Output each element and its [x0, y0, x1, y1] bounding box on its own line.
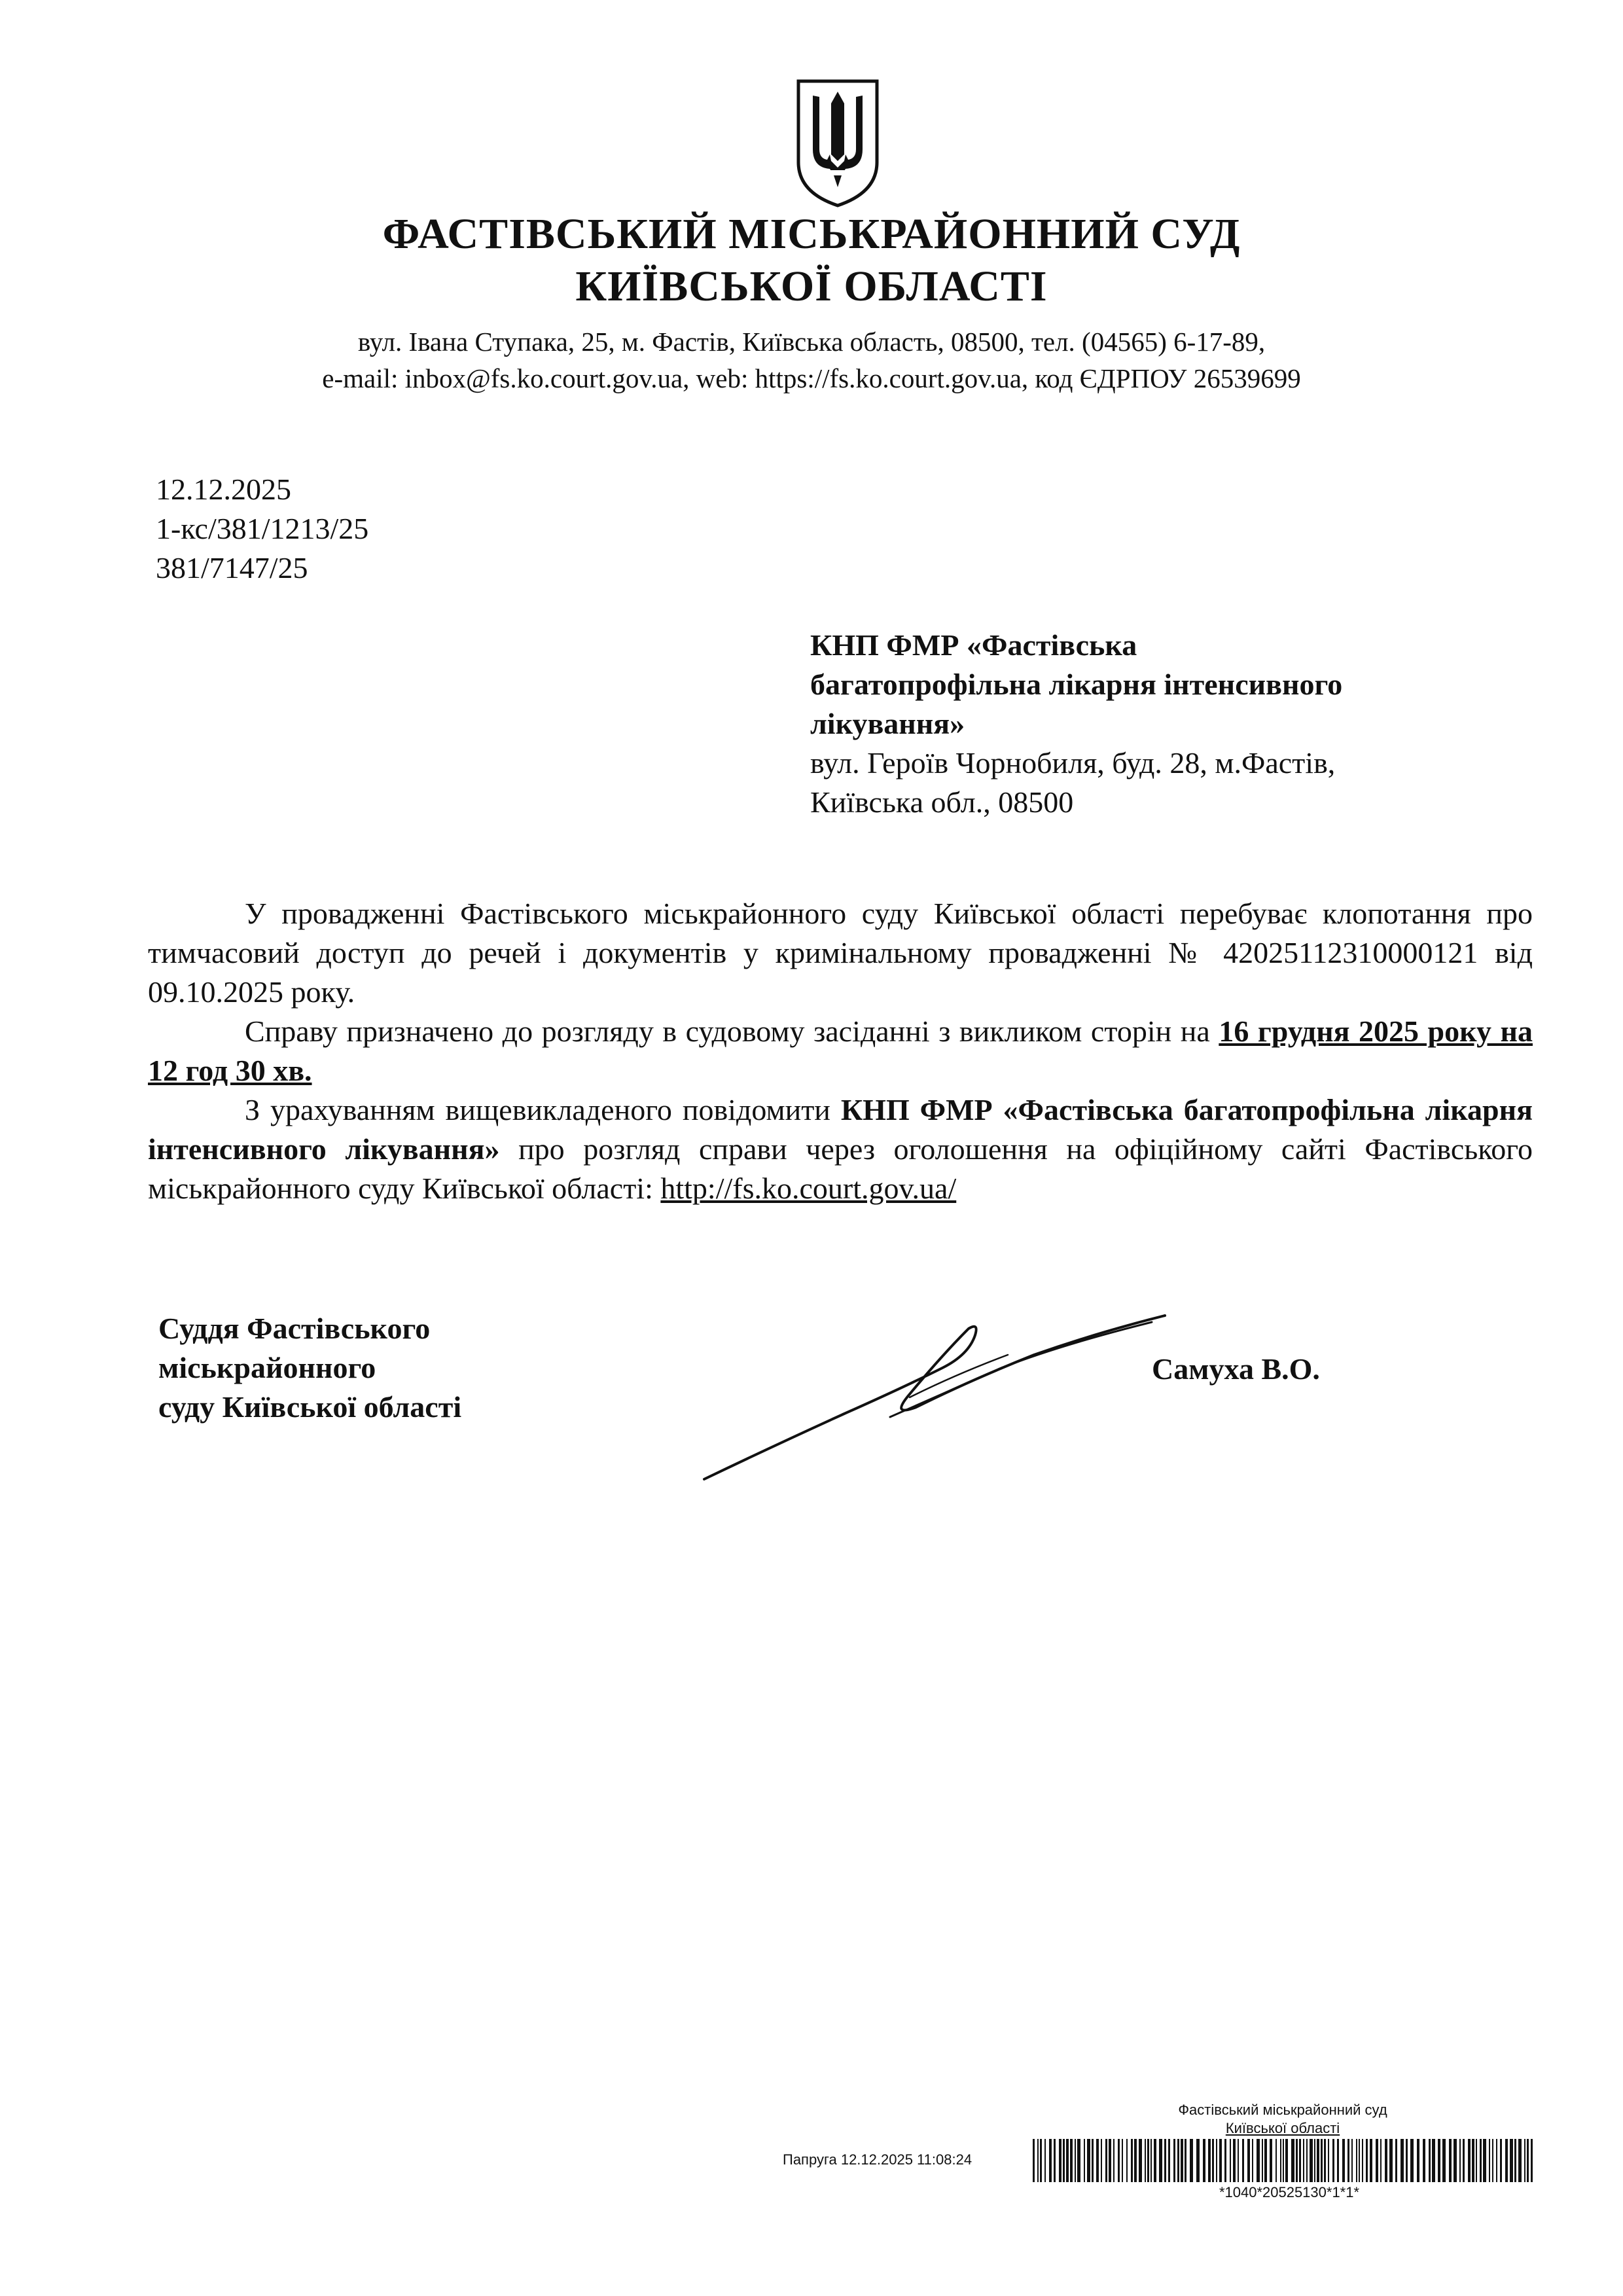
addressee-name-line2: багатопрофільна лікарня інтенсивного — [810, 668, 1343, 701]
addressee-name-line1: КНП ФМР «Фастівська — [810, 628, 1137, 662]
notify-addressee: КНП ФМР «Фастівська багатопрофільна лікарня інтенсивного лікування» — [148, 1093, 1533, 1166]
handwritten-signature — [694, 1283, 1191, 1499]
signer-name: Самуха В.О. — [1152, 1352, 1320, 1386]
notify-intro: З урахуванням вищевикладеного повідомити — [245, 1093, 841, 1126]
barcode — [1033, 2139, 1537, 2182]
hearing-intro: Справу призначено до розгляду в судовому засіданні з викликом сторін на — [245, 1014, 1219, 1048]
court-name-line1: ФАСТІВСЬКИЙ МІСЬКРАЙОННИЙ СУД — [382, 210, 1241, 258]
notify-method: про розгляд справи через оголошення на офіційному сайті Фастівського міськрайонного суду Київської області: — [148, 1132, 1533, 1205]
addressee-street: вул. Героїв Чорнобиля, буд. 28, м.Фастів, — [810, 746, 1336, 780]
letter-body — [148, 894, 1533, 1208]
body-paragraph-1: У провадженні Фастівського міськрайонного суду Київської області перебуває клопотання про тимчасовий доступ до речей і документів у кримінальному провадженні № 42025112310000121 від 09.10.2025 року. — [148, 897, 1533, 1009]
hearing-datetime: 16 грудня 2025 року на 12 год 30 хв. — [148, 1014, 1533, 1087]
document-date: 12.12.2025 — [156, 473, 291, 506]
addressee-region: Київська обл., 08500 — [810, 785, 1074, 819]
stamp-user-timestamp: Папруга 12.12.2025 11:08:24 — [783, 2151, 972, 2168]
signatory-title-line1: Суддя Фастівського — [158, 1312, 431, 1345]
body-paragraph-2 — [148, 1012, 1533, 1090]
addressee-name-line3: лікування» — [810, 707, 965, 740]
court-name-line2: КИЇВСЬКОЇ ОБЛАСТІ — [575, 262, 1048, 310]
court-website-link[interactable]: http://fs.ko.court.gov.ua/ — [660, 1172, 957, 1205]
court-contact-address: вул. Івана Ступака, 25, м. Фастів, Київська область, 08500, тел. (04565) 6-17-89, — [357, 327, 1266, 357]
ukraine-trident-icon — [793, 77, 882, 208]
stamp-court-line1: Фастівський міськрайонний суд — [1178, 2102, 1387, 2118]
signatory-title-line2: міськрайонного — [158, 1351, 376, 1384]
stamp-court-line2: Київської області — [1225, 2120, 1340, 2136]
court-contact-email-web: e-mail: inbox@fs.ko.court.gov.ua, web: https://fs.ko.court.gov.ua, код ЄДРПОУ 26539699 — [322, 363, 1301, 393]
barcode-code: *1040*20525130*1*1* — [1219, 2184, 1360, 2200]
signatory-title-line3: суду Київської області — [158, 1390, 462, 1424]
case-number: 1-кс/381/1213/25 — [156, 512, 369, 545]
registration-number: 381/7147/25 — [156, 551, 308, 584]
body-paragraph-3 — [148, 1090, 1533, 1208]
